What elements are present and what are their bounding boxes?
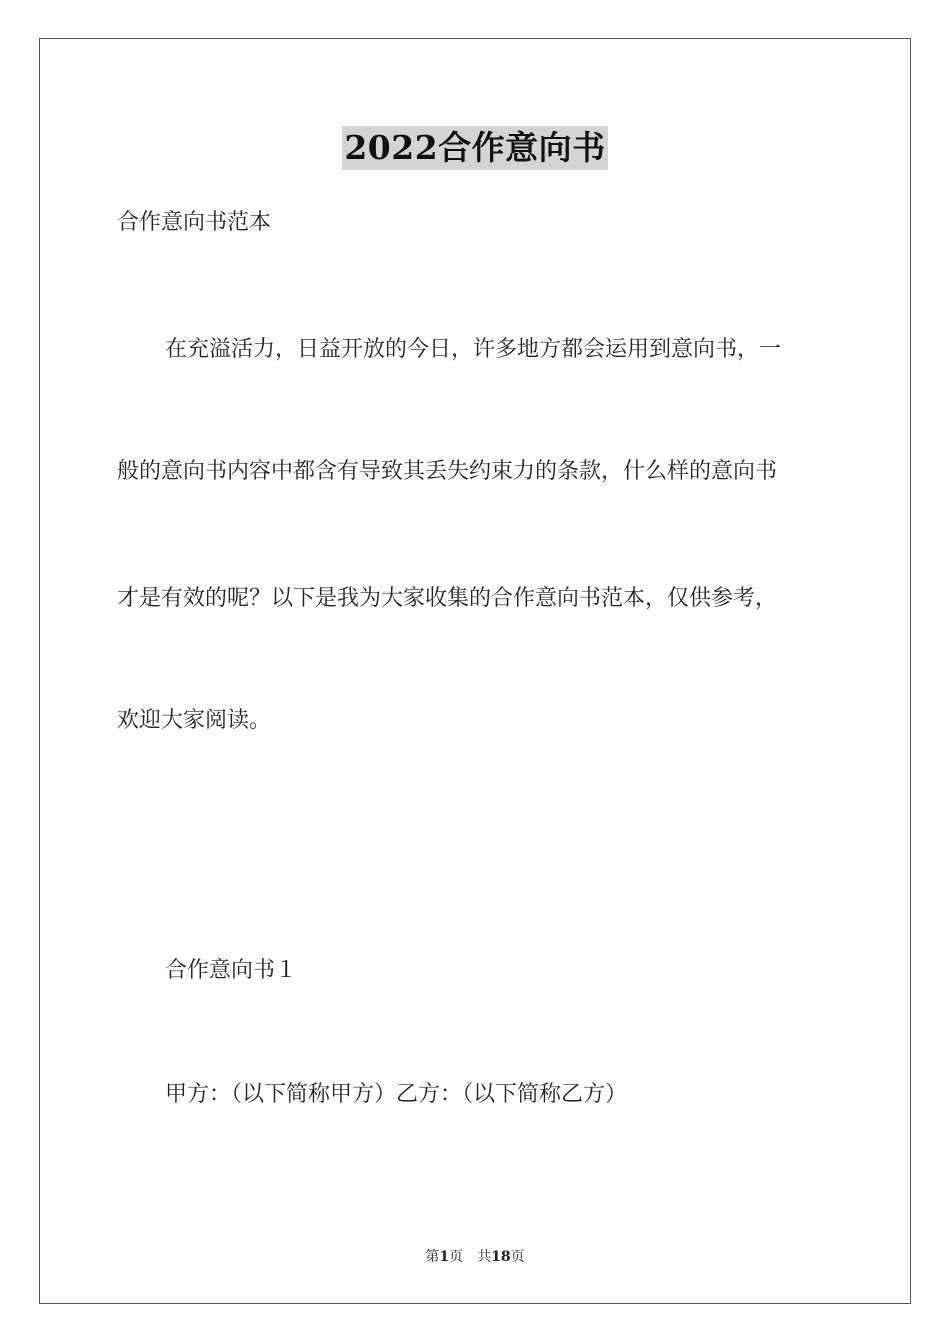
document-title: 2022合作意向书 [342, 126, 607, 170]
intro-line-4: 欢迎大家阅读。 [117, 708, 272, 733]
footer-prefix: 第 [425, 1249, 440, 1265]
footer-mid: 页 共 [449, 1249, 492, 1265]
page-footer [0, 1247, 950, 1267]
intro-line-2: 般的意向书内容中都含有导致其丢失约束力的条款，什么样的意向书 [117, 459, 778, 484]
document-subtitle: 合作意向书范本 [117, 210, 272, 235]
footer-page-number: 1 [439, 1249, 450, 1265]
parties-line: 甲方：（以下简称甲方）乙方：（以下简称乙方） [165, 1082, 628, 1107]
footer-suffix: 页 [510, 1249, 525, 1265]
intro-line-1: 在充溢活力，日益开放的今日，许多地方都会运用到意向书，一 [165, 337, 782, 362]
footer-total-pages: 18 [491, 1249, 511, 1265]
intro-line-3: 才是有效的呢？以下是我为大家收集的合作意向书范本，仅供参考， [117, 586, 778, 611]
section-heading: 合作意向书１ [165, 958, 298, 983]
title-container [0, 126, 950, 170]
